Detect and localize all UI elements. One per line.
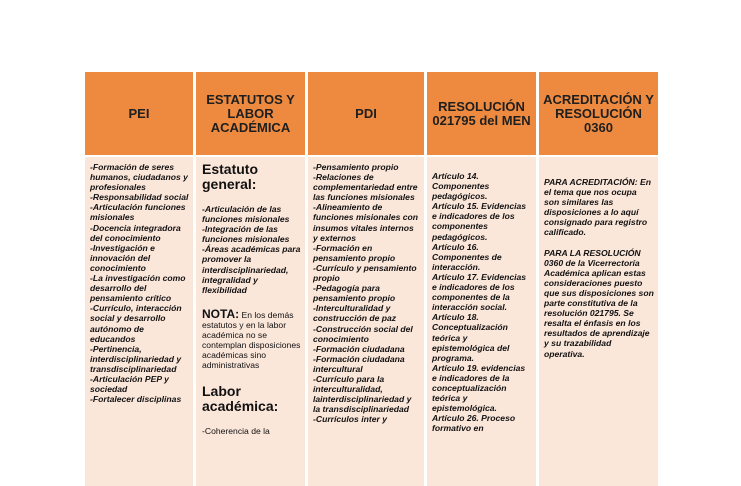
list-item: -Interculturalidad y construcción de paz (313, 303, 397, 324)
list-item: -Currículo para la interculturalidad, lainterdisciplinariedad y la transdisciplinariedad (313, 373, 412, 415)
list-item: -Alineamiento de funciones misionales con insumos vitales internos y externos (313, 202, 419, 243)
list-item: Artículo 18. Conceptualización teórica y epistemológica del programa. (432, 312, 510, 363)
pei-list (90, 162, 189, 404)
list-item: -Formación ciudadana intercultural (313, 353, 405, 374)
list-item: Artículo 17. Evidencias e indicadores de los componentes de la interacción social. (432, 271, 527, 313)
header-acreditacion: ACREDITACIÓN Y RESOLUCIÓN 0360 (539, 72, 658, 155)
header-estatutos: ESTATUTOS Y LABOR ACADÉMICA (196, 72, 305, 155)
list-item: Artículo 26. Proceso formativo en (432, 413, 516, 434)
list-item: -La investigación como desarrollo del pensamiento crítico (90, 273, 186, 304)
list-item: -Currículos inter y (313, 414, 388, 425)
list-item: -Responsabilidad social (90, 192, 189, 203)
cell-resolucion (427, 157, 536, 486)
estatuto-general-heading: Estatuto general: (202, 161, 258, 192)
list-item: -Currículo, interacción social y desarrollo autónomo de educandos (90, 303, 182, 344)
estatutos-list (202, 204, 301, 295)
cell-pei (85, 157, 193, 486)
labor-item: -Coherencia de la (202, 426, 270, 437)
labor-academica-heading: Labor académica: (202, 383, 279, 415)
resolucion-list (432, 171, 532, 433)
list-item: Artículo 16. Componentes de interacción. (432, 241, 502, 272)
nota-paragraph (202, 306, 301, 371)
list-item: -Pensamiento propio (313, 162, 399, 172)
list-item: -Docencia integradora del conocimiento (90, 222, 181, 243)
list-item: -Formación en pensamiento propio (313, 242, 396, 263)
list-item: -Relaciones de complementariedad entre las funciones misionales (313, 172, 418, 203)
list-item: -Construcción social del conocimiento (313, 323, 413, 344)
list-item: -Articulación PEP y sociedad (90, 373, 169, 395)
header-resolucion: RESOLUCIÓN 021795 del MEN (427, 72, 536, 155)
pdi-list (313, 162, 420, 424)
nota-label: NOTA: (202, 306, 240, 321)
list-item: -Pedagogía para pensamiento propio (313, 283, 396, 304)
list-item: -Investigación e innovación del conocimiento (90, 242, 155, 273)
list-item: -Fortalecer disciplinas (90, 394, 182, 405)
list-item: -Integración de las funciones misionales (202, 224, 290, 245)
list-item: -Áreas académicas para promover la interdisciplinariedad, integralidad y flexibilidad (202, 244, 301, 295)
acreditacion-text: En el tema que nos ocupa son similares las disposiciones a lo aquí consignado para registro calificado. (544, 177, 651, 238)
list-item: -Formación ciudadana (313, 343, 405, 354)
list-item: -Currículo y pensamiento propio (313, 262, 417, 284)
resolucion-0360-paragraph: PARA LA RESOLUCIÓN 0360 de la Vicerrectoría Académica aplican estas consideraciones puesto que sus disposiciones son parte constitutiva de la resolución 021795. Se resalta el énfasis en los resultados de aprendizaje y su trazabilidad operativa. (544, 247, 654, 359)
list-item: -Formación de seres humanos, ciudadanos y profesionales (90, 162, 188, 193)
header-pei: PEI (85, 72, 193, 155)
cell-acreditacion (539, 157, 658, 486)
list-item: -Articulación funciones misionales (90, 202, 186, 223)
list-item: Artículo 14. Componentes pedagógicos. (432, 171, 490, 202)
list-item: -Pertinencia, interdisciplinariedad y transdisciplinariedad (90, 343, 182, 374)
acreditacion-label: PARA ACREDITACIÓN: (544, 177, 638, 187)
cell-estatutos (196, 157, 305, 486)
nota-text: En los demás estatutos y en la labor académica no se contemplan disposiciones académicas sino administrativas (202, 309, 301, 371)
list-item: Artículo 19. evidencias e indicadores de la conceptualización teórica y epistemológica. (432, 362, 526, 414)
header-pdi: PDI (308, 72, 424, 155)
comparison-table (85, 72, 658, 486)
acreditacion-paragraph (544, 177, 654, 238)
list-item: -Articulación de las funciones misionales (202, 204, 290, 225)
cell-pdi (308, 157, 424, 486)
list-item: Artículo 15. Evidencias e indicadores de los componentes pedagógicos. (432, 201, 527, 242)
